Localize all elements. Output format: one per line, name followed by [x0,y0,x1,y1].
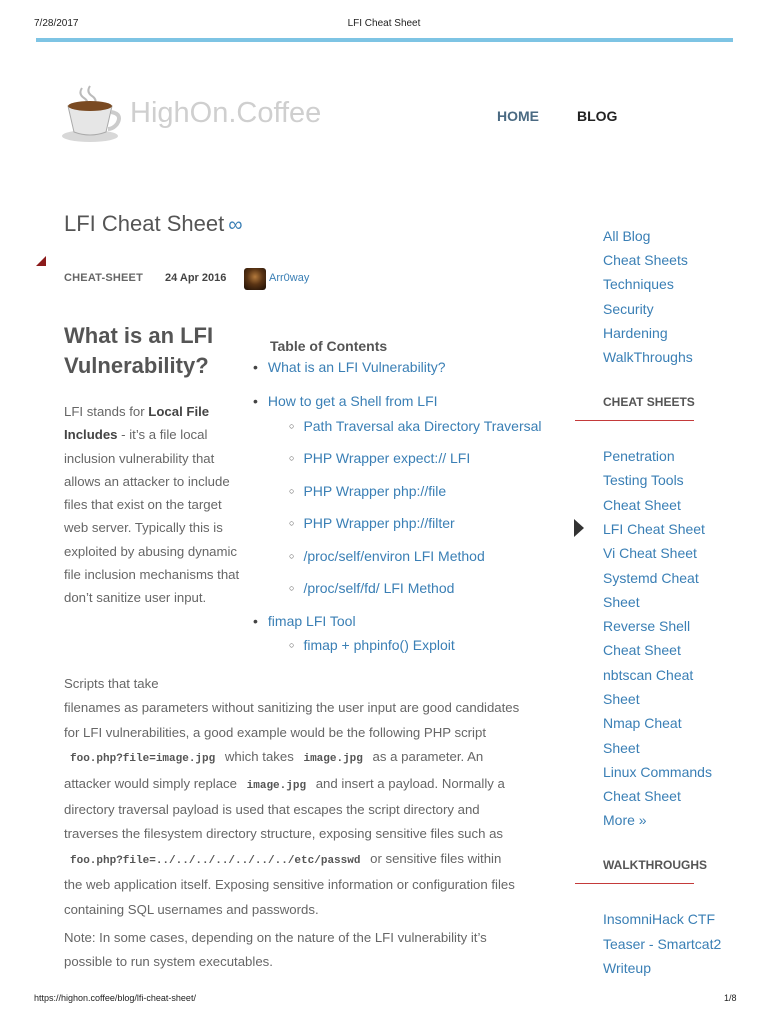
sidebar-divider [575,420,694,421]
sidebar-link[interactable]: nbtscan Cheat [603,667,694,683]
body-line: directory traversal payload is used that escapes the script directory and [64,802,480,818]
sidebar-link-active[interactable]: LFI Cheat Sheet [603,521,705,537]
body-text: and insert a payload. Normally a [312,775,505,791]
lead-paragraph [64,400,240,610]
sidebar-link[interactable]: InsomniHack CTF [603,911,716,927]
toc-item[interactable]: • fimap LFI Tool [253,613,356,629]
toc-subitem[interactable]: ○ /proc/self/environ LFI Method [289,548,485,564]
sidebar-link[interactable]: Writeup [603,960,651,976]
sidebar-link[interactable]: Testing Tools [603,472,684,488]
body-line: filenames as parameters without sanitizing the user input are good candidates [64,700,520,716]
coffee-cup-icon [60,82,124,144]
post-title [64,211,242,237]
post-title-text: LFI Cheat Sheet [64,211,225,236]
note-line: possible to run system executables. [64,954,273,970]
toc-subitem[interactable]: ○ /proc/self/fd/ LFI Method [289,580,454,596]
inline-code: foo.php?file=image.jpg [70,753,216,766]
inline-code: image.jpg [246,779,307,792]
print-date: 7/28/2017 [34,18,79,29]
corner-mark [36,256,46,266]
sidebar-link[interactable]: Sheet [603,740,640,756]
toc-item[interactable]: • What is an LFI Vulnerability? [253,359,446,375]
post-author[interactable]: Arr0way [269,272,310,284]
body-line [64,772,564,798]
sidebar-link[interactable]: Sheet [603,594,640,610]
sidebar-link[interactable]: Linux Commands [603,764,712,780]
body-text: attacker would simply replace [64,775,241,791]
toc-title: Table of Contents [270,338,388,354]
toc-subitem[interactable]: ○ PHP Wrapper php://filter [289,515,455,531]
sidebar-link[interactable]: Vi Cheat Sheet [603,545,697,561]
body-line: Scripts that take [64,676,159,691]
print-title: LFI Cheat Sheet [347,18,421,29]
sidebar-link-walkthroughs[interactable]: WalkThroughs [603,349,693,365]
sidebar-link[interactable]: Reverse Shell [603,618,691,634]
body-line: the web application itself. Exposing sensitive information or configuration files [64,877,515,893]
active-item-arrow-icon [574,519,584,537]
sidebar-link-cheat-sheets[interactable]: Cheat Sheets [603,252,688,268]
permalink-icon[interactable]: ∞ [228,214,243,236]
toc-subitem[interactable]: ○ PHP Wrapper php://file [289,483,446,499]
sidebar-link-more[interactable]: More » [603,812,647,828]
sidebar-link[interactable]: Sheet [603,691,640,707]
body-line [64,847,564,873]
lead-rest: - it’s a file local inclusion vulnerability that allows an attacker to include files that exist on the target web server. Typically this is exploited by abusing dynamic file inclusion mechanisms that don’t sanitize user input. [64,427,240,606]
author-avatar [244,268,266,290]
toc-subitem[interactable]: ○ Path Traversal aka Directory Traversal [289,418,542,434]
body-paragraph [64,672,564,922]
sidebar-link[interactable]: Cheat Sheet [603,788,681,804]
sidebar-divider [575,883,694,884]
note-paragraph [64,926,564,975]
body-line [64,745,564,771]
nav-home-link[interactable]: HOME [497,108,539,124]
sidebar-link[interactable]: Cheat Sheet [603,497,681,513]
sidebar-link-techniques[interactable]: Techniques [603,276,674,292]
note-line: Note: In some cases, depending on the nature of the LFI vulnerability it’s [64,930,487,945]
sidebar-link[interactable]: Nmap Cheat [603,715,682,731]
toc-item[interactable]: • How to get a Shell from LFI [253,393,438,409]
sidebar-link[interactable]: Systemd Cheat [603,570,699,586]
sidebar-link[interactable]: Cheat Sheet [603,642,681,658]
body-line: containing SQL usernames and passwords. [64,901,319,917]
section-heading: What is an LFI Vulnerability? [64,323,214,378]
print-footer-url: https://highon.coffee/blog/lfi-cheat-sheet/ [34,993,196,1003]
nav-blog-link[interactable]: BLOG [577,108,618,124]
logo-text: HighOn.Coffee [130,96,322,129]
toc-subitem[interactable]: ○ fimap + phpinfo() Exploit [289,637,455,653]
body-line: for LFI vulnerabilities, a good example would be the following PHP script [64,724,486,740]
body-text: or sensitive files within [366,850,502,866]
top-accent-bar [36,38,733,42]
body-line: traverses the filesystem directory structure, exposing sensitive files such as [64,826,504,842]
sidebar-link-all-blog[interactable]: All Blog [603,228,651,244]
sidebar-heading-cheat-sheets: CHEAT SHEETS [603,395,695,409]
sidebar-link[interactable]: Teaser - Smartcat2 [603,936,722,952]
sidebar-heading-walkthroughs: WALKTHROUGHS [603,858,707,872]
sidebar-link-security[interactable]: Security [603,301,654,317]
print-footer-page: 1/8 [724,993,737,1003]
toc-subitem[interactable]: ○ PHP Wrapper expect:// LFI [289,450,470,466]
sidebar-link-hardening[interactable]: Hardening [603,325,668,341]
body-text: which takes [221,749,298,765]
inline-code: foo.php?file=../../../../../../../etc/passwd [70,854,361,867]
lead-prefix: LFI stands for [64,404,149,419]
post-category[interactable]: CHEAT-SHEET [64,272,144,284]
inline-code: image.jpg [303,753,363,766]
lead-bold: Local File Includes [64,404,210,443]
post-date: 24 Apr 2016 [165,272,227,284]
body-text: as a parameter. An [368,749,484,765]
sidebar-link[interactable]: Penetration [603,448,675,464]
site-logo[interactable] [60,82,321,144]
